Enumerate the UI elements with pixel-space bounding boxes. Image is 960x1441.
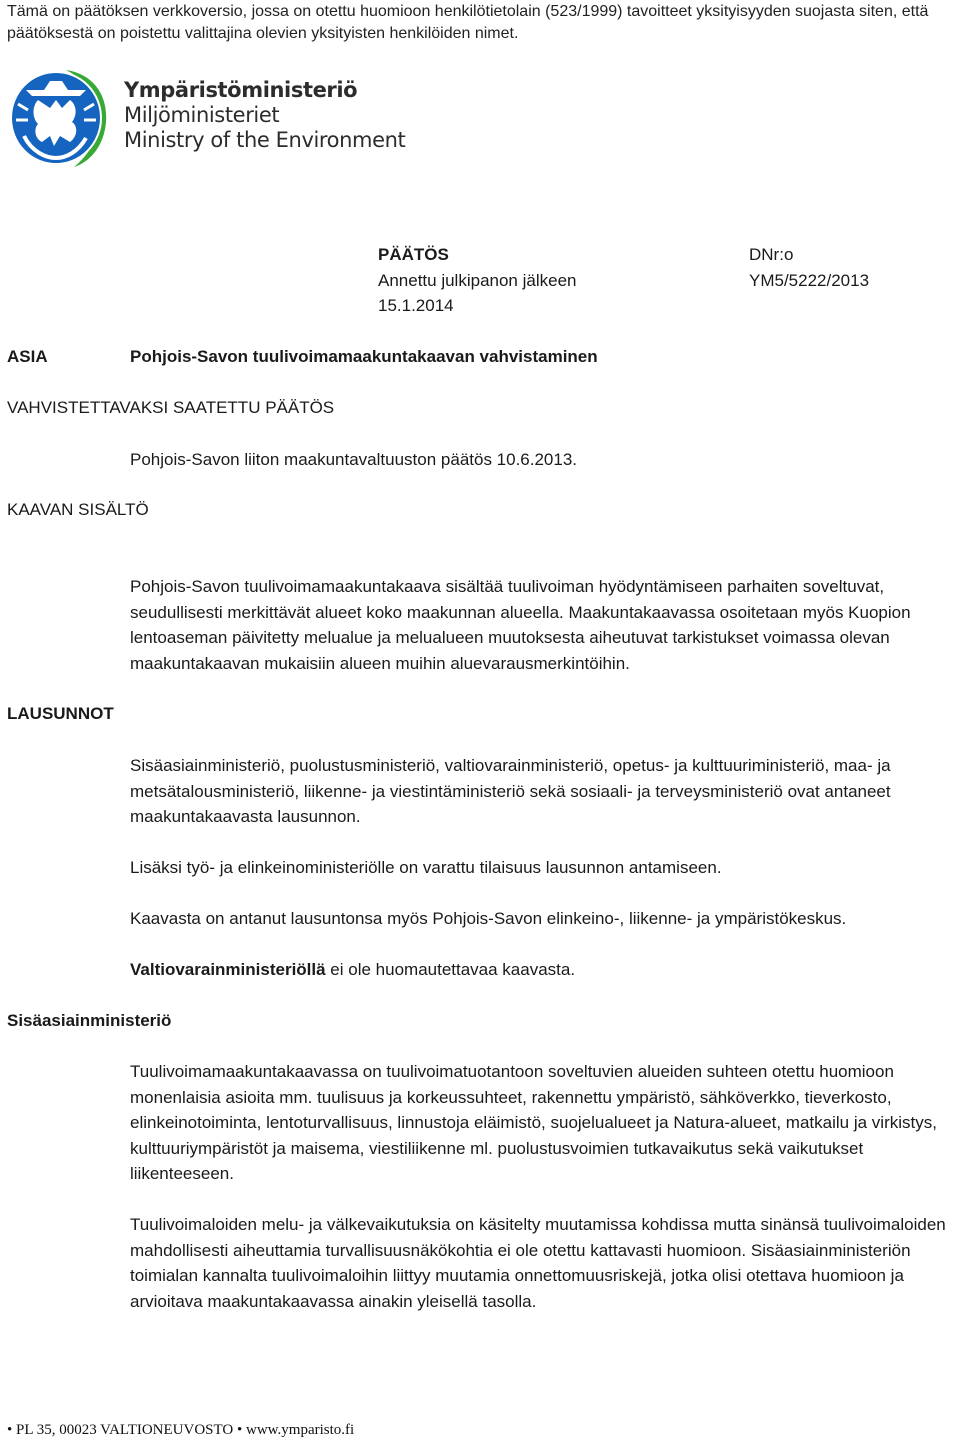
asia-label: ASIA xyxy=(7,347,48,366)
dnr-value: YM5/5222/2013 xyxy=(749,271,870,290)
privacy-notice: Tämä on päätöksen verkkoversio, jossa on otettu huomioon henkilötietolain (523/1999) tavoitteet yksityisyyden suojasta siten, että päätöksestä on poistettu valittajina olevien yksityisten henkilöiden nimet. xyxy=(7,3,929,42)
logo-line-2: Miljöministeriet xyxy=(124,103,280,127)
lausunnot-paragraph-1: Sisäasiainministeriö, puolustusministeriö, valtiovarainministeriö, opetus- ja kulttuuriministeriö, maa- ja metsätalousministeriö, liikenne- ja viestintäministeriö sekä sosiaali- ja terveysministeriö ovat antaneet maakuntakaavasta lausunnon. xyxy=(130,756,891,826)
sisaasiainministerio-paragraph-1: Tuulivoimamaakuntakaavassa on tuulivoimatuotantoon soveltuvien alueiden suhteen otettu huomioon monenlaisia asioita mm. tuulisuus ja korkeussuhteet, rakennettu ympäristö, sähköverkko, tieverkosto, elinkeinotoiminta, lentoturvallisuus, linnustoja eläimistö, suojelualueet ja Natura-alueet, matkailu ja virkistys, kulttuuriympäristöt ja maisema, viestiliikenne ml. puolustusvoimien tutkavaikutus sekä vaikutukset liikenteeseen. xyxy=(130,1062,937,1183)
vahvistettavaksi-text: Pohjois-Savon liiton maakuntavaltuuston päätös 10.6.2013. xyxy=(130,450,578,469)
sisaasiainministerio-label: Sisäasiainministeriö xyxy=(7,1011,172,1030)
lausunnot-label: LAUSUNNOT xyxy=(7,704,114,723)
valtiovarainministerio-bold: Valtiovarainministeriöllä xyxy=(130,960,326,979)
footer-address: • PL 35, 00023 VALTIONEUVOSTO • www.ymparisto.fi xyxy=(7,1422,355,1438)
sisaasiainministerio-paragraph-2: Tuulivoimaloiden melu- ja välkevaikutuksia on käsitelty muutamissa kohdissa mutta sinänsä tuulivoimaloiden mahdollisesti aiheuttamia turvallisuusnäkökohtia ei ole otettu kattavasti huomioon. Sisäasiainministeriön toimialan kannalta tuulivoimaloihin liittyy muutamia onnettomuusriskejä, jotka olisi otettava huomioon ja arvioitava maakuntakaavassa ainakin yleisellä tasolla. xyxy=(130,1215,946,1311)
decision-date: 15.1.2014 xyxy=(378,296,454,315)
doc-type: PÄÄTÖS xyxy=(378,245,449,264)
kaavan-label: KAAVAN SISÄLTÖ xyxy=(7,500,149,519)
logo-line-3: Ministry of the Environment xyxy=(124,128,406,152)
dnr-label: DNr:o xyxy=(749,245,794,264)
logo-line-1: Ympäristöministeriö xyxy=(124,78,358,102)
lausunnot-paragraph-3: Kaavasta on antanut lausuntonsa myös Pohjois-Savon elinkeino-, liikenne- ja ympäristökeskus. xyxy=(130,909,847,928)
kaavan-text: Pohjois-Savon tuulivoimamaakuntakaava sisältää tuulivoiman hyödyntämiseen parhaiten soveltuvat, seudullisesti merkittävät alueet koko maakunnan alueella. Maakuntakaavassa osoitetaan myös Kuopion lentoaseman päivitetty melualue ja melualueen muutoksesta aiheutuvat tarkistukset voimassa olevan maakuntakaavan mukaisiin alueen muihin aluevarausmerkintöihin. xyxy=(130,577,911,673)
lausunnot-paragraph-4-rest: ei ole huomautettavaa kaavasta. xyxy=(325,960,576,979)
given-label: Annettu julkipanon jälkeen xyxy=(378,271,577,290)
ministry-emblem-icon xyxy=(4,66,110,168)
ministry-logo-text xyxy=(124,78,405,153)
vahvistettavaksi-label: VAHVISTETTAVAKSI SAATETTU PÄÄTÖS xyxy=(7,398,335,417)
lausunnot-paragraph-4 xyxy=(130,957,960,983)
lausunnot-paragraph-2: Lisäksi työ- ja elinkeinoministeriölle on varattu tilaisuus lausunnon antamiseen. xyxy=(130,858,722,877)
asia-text: Pohjois-Savon tuulivoimamaakuntakaavan vahvistaminen xyxy=(130,347,598,366)
